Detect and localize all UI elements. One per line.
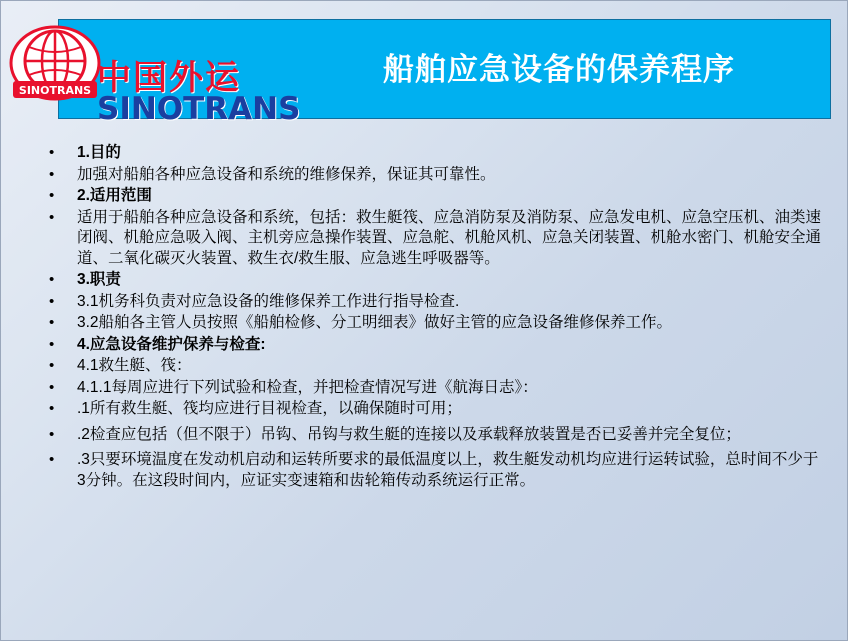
list-item-text: • 4.1.1每周应进行下列试验和检查，并把检查情况写进《航海日志》： [77, 378, 538, 396]
page-title: 船舶应急设备的保养程序 [383, 52, 735, 87]
logo-chinese-name: 中国外运 [97, 59, 241, 97]
list-item-text: • 4.1救生艇、筏： [77, 357, 192, 374]
list-item-text: • 3.1机务科负责对应急设备的维修保养工作进行指导检查. [77, 292, 460, 310]
list-item [35, 143, 825, 164]
bullet-list [35, 143, 825, 491]
list-item [35, 292, 825, 313]
list-item-text: • .2检查应包括（但不限于）吊钩、吊钩与救生艇的连接以及承载释放装置是否已妥善并完全复位； [77, 425, 741, 443]
list-item [35, 335, 825, 356]
list-item [35, 208, 825, 270]
list-item [35, 270, 825, 291]
list-item-text: • .1所有救生艇、筏均应进行目视检查，以确保随时可用； [77, 400, 462, 417]
list-item [35, 399, 825, 420]
list-item [35, 356, 825, 377]
company-logo [9, 23, 301, 127]
list-item [35, 450, 825, 491]
list-item [35, 425, 825, 446]
logo-english-name: SINOTRANS [97, 91, 301, 127]
list-item-text: • 1.目的 [77, 144, 121, 161]
list-item [35, 313, 825, 334]
list-item [35, 165, 825, 186]
list-item-text: • 适用于船舶各种应急设备和系统，包括：救生艇筏、应急消防泵及消防泵、应急发电机、应急空压机、油类速闭阀、机舱应急吸入阀、主机旁应急操作装置、应急舵、机舱风机、应急关闭装置、机舱水密门、机舱安全通道、二氧化碳灭火装置、救生衣/救生服、应急逃生呼吸器等。 [77, 208, 822, 267]
list-item [35, 186, 825, 207]
list-item-text: • 2.适用范围 [77, 187, 152, 204]
list-item-text: • 4.应急设备维护保养与检查: [77, 335, 266, 353]
list-item-text: • 加强对船舶各种应急设备和系统的维修保养，保证其可靠性。 [77, 165, 496, 183]
list-item-text: • 3.2船舶各主管人员按照《船舶检修、分工明细表》做好主管的应急设备维修保养工作。 [77, 314, 673, 331]
list-item-text: • .3只要环境温度在发动机启动和运转所要求的最低温度以上，救生艇发动机均应进行运转试验，总时间不少于3分钟。在这段时间内，应证实变速箱和齿轮箱传动系统运行正常。 [77, 451, 819, 489]
list-item-text: • 3.职责 [77, 271, 121, 288]
svg-text:SINOTRANS: SINOTRANS [18, 84, 92, 97]
slide-body [35, 143, 825, 492]
list-item [35, 378, 825, 399]
globe-logo-icon [9, 25, 101, 105]
